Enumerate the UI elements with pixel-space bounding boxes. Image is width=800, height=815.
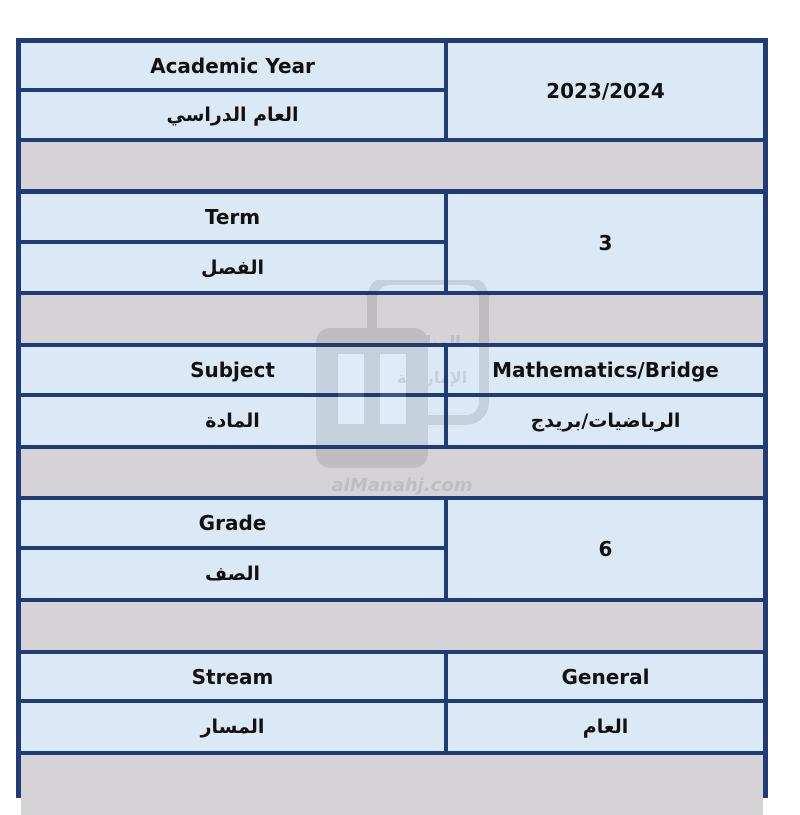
spacer-row: [21, 295, 763, 343]
term-label-ar: الفصل: [21, 244, 444, 291]
spacer-row: [21, 449, 763, 496]
subject-value-ar: الرياضيات/بريدج: [448, 397, 763, 445]
subject-value-en: Mathematics/Bridge: [448, 347, 763, 393]
academic-year-value: 2023/2024: [448, 43, 763, 138]
stream-value-ar: العام: [448, 703, 763, 751]
stream-label-ar: المسار: [21, 703, 444, 751]
grade-label-ar: الصف: [21, 550, 444, 598]
grade-label-en: Grade: [21, 500, 444, 546]
info-table: [16, 38, 768, 798]
spacer-row: [21, 142, 763, 189]
academic-year-label-ar: العام الدراسي: [21, 92, 444, 138]
term-label-en: Term: [21, 194, 444, 240]
stream-value-en: General: [448, 654, 763, 699]
spacer-row: [21, 602, 763, 650]
academic-year-label-en: Academic Year: [21, 43, 444, 88]
subject-label-ar: المادة: [21, 397, 444, 445]
spacer-row: [21, 755, 763, 815]
grade-value: 6: [448, 500, 763, 598]
subject-label-en: Subject: [21, 347, 444, 393]
term-value: 3: [448, 194, 763, 291]
stream-label-en: Stream: [21, 654, 444, 699]
